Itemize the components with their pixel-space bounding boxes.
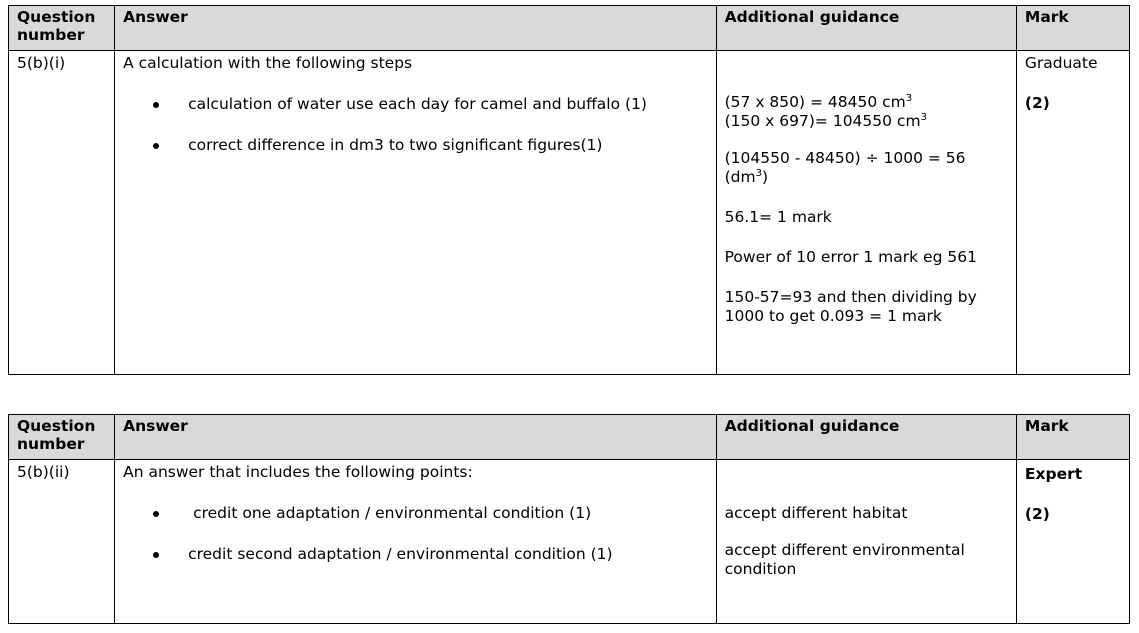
header-question-number: Question number	[17, 8, 96, 44]
answer-intro: A calculation with the following steps	[123, 54, 413, 72]
header-guidance-cell	[716, 415, 1016, 460]
guidance-calc-line: (104550 - 48450) ÷ 1000 = 56 $(dm^3)$	[724, 149, 966, 186]
guidance-calc-line: (150 x 697)= 104550 $cm^3$	[724, 111, 927, 130]
header-question-number: Question number	[17, 417, 96, 453]
mark-scheme-table-5bii	[8, 414, 1130, 624]
question-number: 5(b)(i)	[17, 54, 66, 72]
bullet-icon	[153, 102, 159, 108]
mark-type: Expert	[1024, 465, 1083, 483]
question-number-cell	[9, 51, 115, 375]
answer-cell	[115, 51, 717, 375]
guidance-cell	[716, 51, 1016, 375]
header-answer: Answer	[123, 417, 188, 435]
header-row	[9, 6, 1130, 51]
header-question-cell	[9, 415, 115, 460]
mark-cell	[1016, 460, 1129, 624]
answer-cell	[115, 460, 717, 624]
header-mark: Mark	[1024, 8, 1069, 26]
header-question-cell	[9, 6, 115, 51]
guidance-note: 150-57=93 and then dividing by 1000 to get 0.093 = 1 mark	[724, 288, 977, 325]
guidance-note: accept different habitat	[724, 504, 908, 522]
mark-value: (2)	[1024, 505, 1050, 523]
answer-points-list	[123, 95, 708, 155]
guidance-note: Power of 10 error 1 mark eg 561	[724, 248, 977, 266]
header-additional-guidance: Additional guidance	[724, 8, 900, 26]
header-mark-cell	[1016, 6, 1129, 51]
header-guidance-cell	[716, 6, 1016, 51]
answer-row	[9, 460, 1130, 624]
header-answer-cell	[115, 415, 717, 460]
header-additional-guidance: Additional guidance	[724, 417, 900, 435]
answer-point: credit one adaptation / environmental condition (1)	[123, 504, 708, 523]
guidance-note: accept different environmental condition	[724, 541, 965, 578]
header-answer: Answer	[123, 8, 188, 26]
mark-type: Graduate	[1024, 54, 1098, 72]
answer-intro: An answer that includes the following points:	[123, 463, 473, 481]
guidance-note: 56.1= 1 mark	[724, 208, 832, 226]
question-number-cell	[9, 460, 115, 624]
answer-row	[9, 51, 1130, 375]
mark-cell	[1016, 51, 1129, 375]
header-mark: Mark	[1024, 417, 1069, 435]
header-answer-cell	[115, 6, 717, 51]
answer-point: correct difference in dm3 to two significant figures(1)	[123, 136, 708, 155]
header-row	[9, 415, 1130, 460]
bullet-icon	[153, 511, 159, 517]
header-mark-cell	[1016, 415, 1129, 460]
guidance-cell	[716, 460, 1016, 624]
answer-point: credit second adaptation / environmental condition (1)	[123, 545, 708, 564]
mark-value: (2)	[1024, 94, 1050, 112]
guidance-calc-line: (57 x 850) = 48450 $cm^3$	[724, 92, 913, 111]
answer-point: calculation of water use each day for camel and buffalo (1)	[123, 95, 708, 114]
bullet-icon	[153, 143, 159, 149]
mark-scheme-table-5bi	[8, 5, 1130, 375]
bullet-icon	[153, 552, 159, 558]
answer-points-list	[123, 504, 708, 564]
question-number: 5(b)(ii)	[17, 463, 70, 481]
